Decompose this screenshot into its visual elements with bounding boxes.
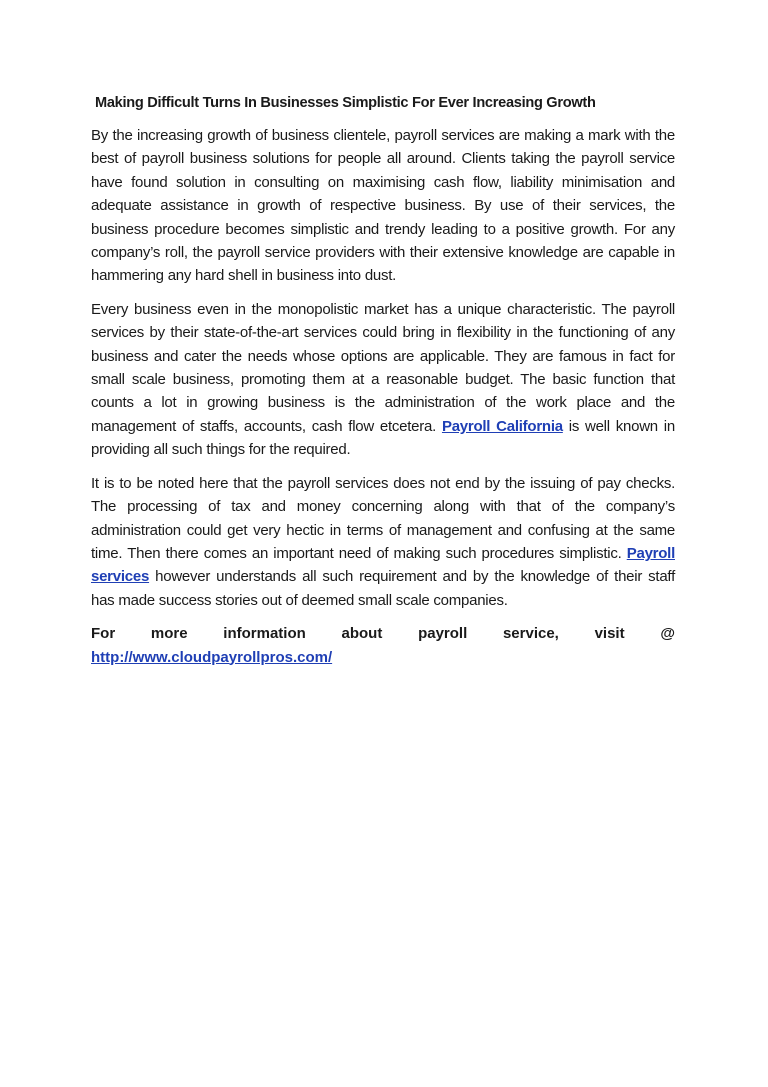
footer-word: about [341, 625, 383, 643]
footer-word: visit [594, 625, 625, 643]
paragraph-2-text-before: Every business even in the monopolistic market has a unique characteristic. The payroll services by their state-of-the-art services could bring in flexibility in the functioning of any business and cater the needs whose options are applicable. They are famous in fact for small scale business, promoting them at a reasonable budget. The basic function that counts a lot in growing business is the administration of the work place and the management of staffs, accounts, cash flow etcetera. [91, 300, 675, 435]
document-page [91, 93, 675, 669]
paragraph-1: By the increasing growth of business clientele, payroll services are making a mark with the best of payroll business solutions for people all around. Clients taking the payroll service have found solution in consulting on maximising cash flow, liability minimisation and adequate assistance in growth of respective business. By use of their services, the business procedure becomes simplistic and trendy leading to a positive growth. For any company’s roll, the payroll service providers with their extensive knowledge are capable in hammering any hard shell in business into dust. [91, 127, 675, 285]
footer-line [91, 622, 675, 645]
paragraph-3-text-before: It is to be noted here that the payroll services does not end by the issuing of pay checks. The processing of tax and money concerning along with that of the company’s administration could get very hectic in terms of management and confusing at the same time. Then there comes an important need of making such procedures simplistic. [91, 474, 675, 562]
footer-word: information [223, 625, 306, 643]
cloudpayrollpros-url-link[interactable]: http://www.cloudpayrollpros.com/ [91, 648, 333, 666]
document-title: Making Difficult Turns In Businesses Simplistic For Ever Increasing Growth [95, 95, 596, 111]
footer-word: @ [660, 625, 675, 643]
footer-info [91, 622, 675, 669]
payroll-services-link[interactable]: Payroll services [91, 544, 675, 586]
paragraph-2 [91, 298, 675, 462]
footer-word: service, [502, 625, 559, 643]
footer-word: For [91, 625, 116, 643]
payroll-california-link[interactable]: Payroll California [441, 417, 563, 435]
footer-word: more [150, 625, 188, 643]
paragraph-3 [91, 472, 675, 612]
paragraph-3-text-after: however understands all such requirement and by the knowledge of their staff has made success stories out of deemed small scale companies. [91, 568, 675, 609]
paragraph-2-text-after: is well known in providing all such things for the required. [91, 417, 675, 459]
footer-word: payroll [418, 625, 468, 643]
